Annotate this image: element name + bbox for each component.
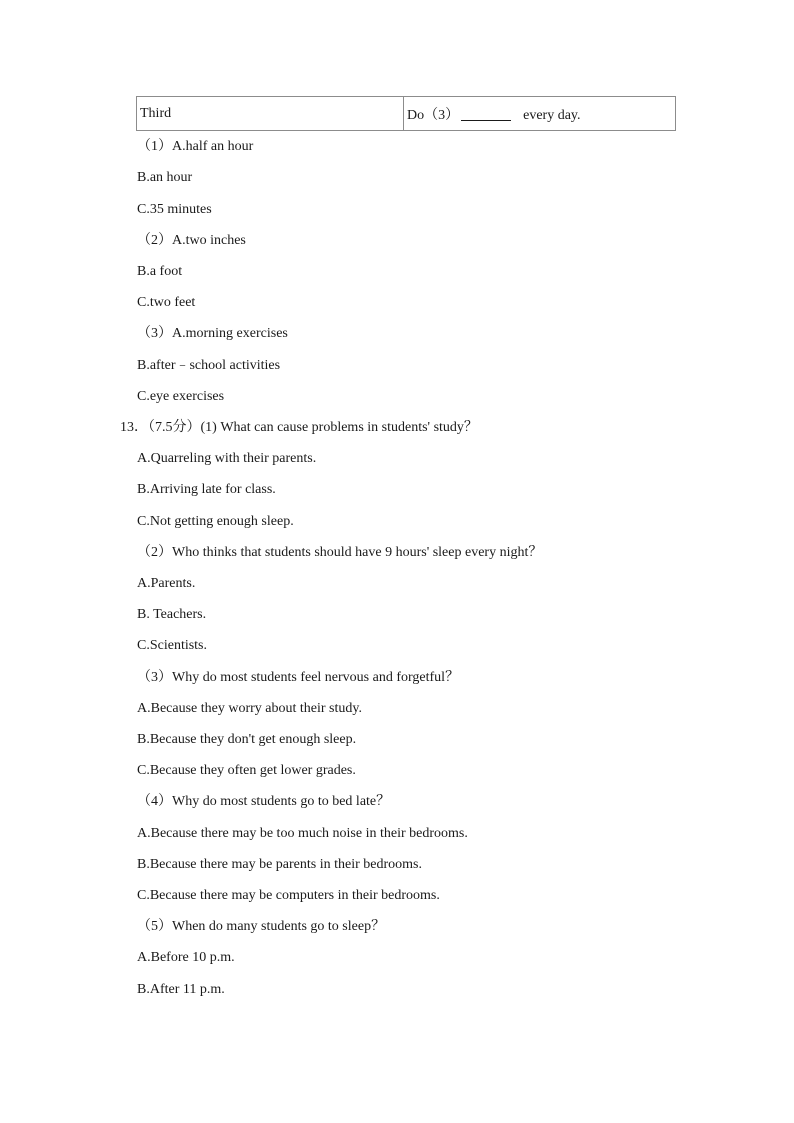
q13-1-option-b: B.Arriving late for class. — [137, 482, 276, 497]
q12-3-option-c: C.eye exercises — [137, 389, 225, 404]
schedule-table — [136, 96, 676, 131]
q13-3-question: （3）Why do most students feel nervous and forgetful？ — [137, 670, 460, 685]
q13-header: 13．（7.5分）(1) What can cause problems in students' study？ — [120, 420, 478, 435]
q12-1-option-c: C.35 minutes — [137, 202, 212, 217]
q12-1-option-b: B.an hour — [137, 170, 193, 185]
q13-5-option-a: A.Before 10 p.m. — [137, 950, 235, 965]
q13-4-option-b: B.Because there may be parents in their bedrooms. — [137, 857, 422, 872]
q12-3-option-a: （3）A.morning exercises — [137, 326, 288, 341]
answer-blank — [461, 106, 511, 121]
cell-suffix: every day. — [523, 107, 581, 123]
q12-2-option-b: B.a foot — [137, 264, 183, 279]
q13-4-option-a: A.Because there may be too much noise in their bedrooms. — [137, 826, 468, 841]
q13-2-option-c: C.Scientists. — [137, 638, 208, 653]
q13-4-question: （4）Why do most students go to bed late？ — [137, 794, 391, 809]
q12-2-option-a: （2）A.two inches — [137, 233, 246, 248]
cell-prefix: Do（3） — [407, 107, 460, 123]
table-cell-task — [404, 97, 676, 131]
q13-1-option-c: C.Not getting enough sleep. — [137, 514, 294, 529]
table-row — [137, 97, 676, 131]
q13-2-question: （2）Who thinks that students should have 9 hours' sleep every night？ — [137, 545, 543, 560]
q12-2-option-c: C.two feet — [137, 295, 196, 310]
q13-3-option-c: C.Because they often get lower grades. — [137, 763, 356, 778]
q13-4-option-c: C.Because there may be computers in their bedrooms. — [137, 888, 440, 903]
q13-5-question: （5）When do many students go to sleep？ — [137, 919, 386, 934]
q12-3-option-b: B.after﹣school activities — [137, 358, 281, 373]
q13-5-option-b: B.After 11 p.m. — [137, 982, 225, 997]
q13-2-option-b: B. Teachers. — [137, 607, 207, 622]
q13-3-option-a: A.Because they worry about their study. — [137, 701, 362, 716]
q13-1-option-a: A.Quarreling with their parents. — [137, 451, 317, 466]
q13-3-option-b: B.Because they don't get enough sleep. — [137, 732, 357, 747]
q13-2-option-a: A.Parents. — [137, 576, 196, 591]
q12-1-option-a: （1）A.half an hour — [137, 139, 254, 154]
table-cell-order: Third — [137, 97, 404, 131]
